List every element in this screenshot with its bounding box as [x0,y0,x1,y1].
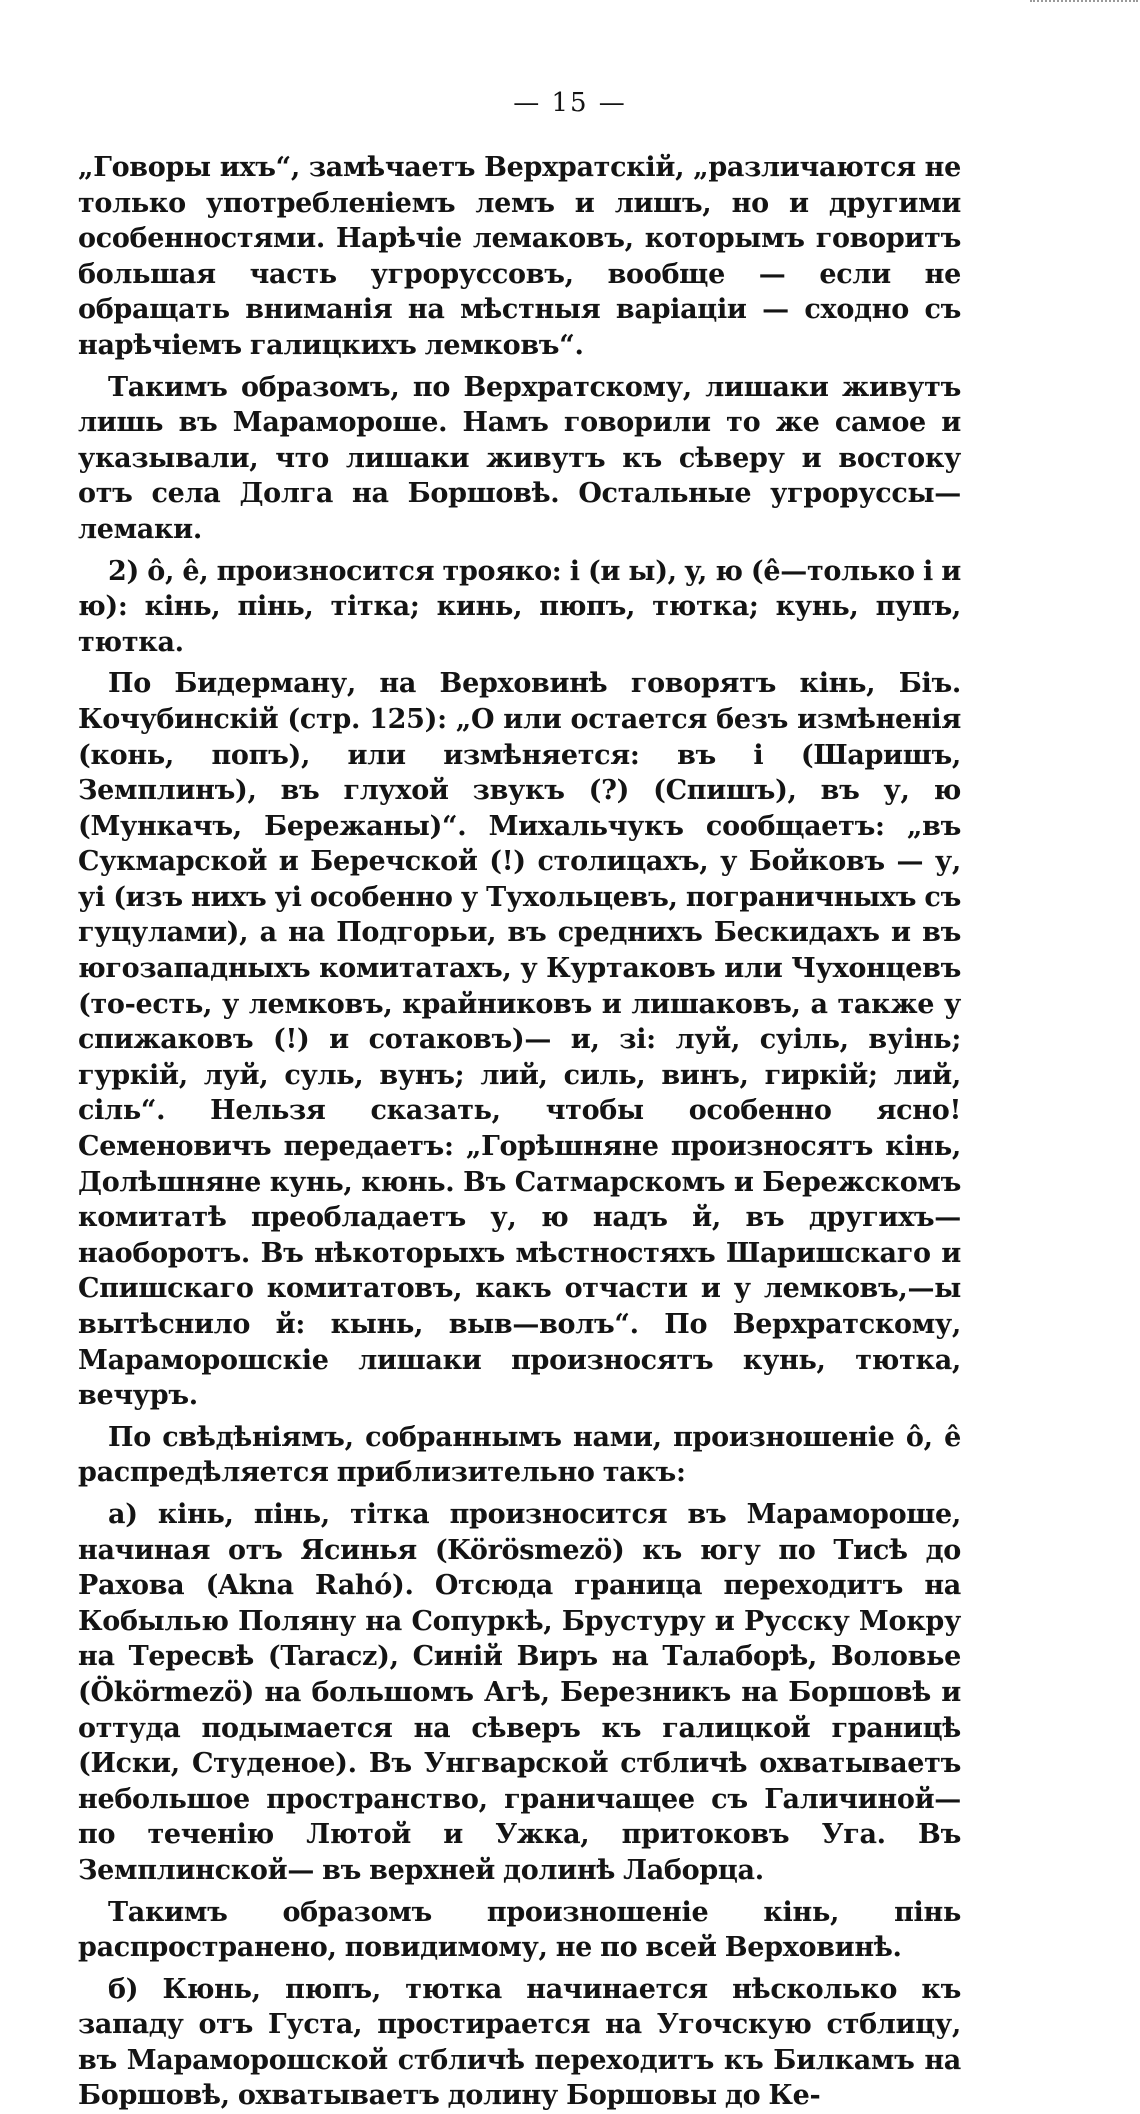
top-edge-rule [1030,0,1138,2]
paragraph-4: По Бидерману, на Верховинѣ говорятъ кінь, Біъ. Кочубинскій (стр. 125): „О или остается безъ измѣненія (конь, попъ), или измѣняется: въ і (Шаришъ, Земплинъ), въ глухой звукъ (?) (Спишъ), въ у, ю (Мункачъ, Бережаны)“. Михальчукъ сообщаетъ: „въ Сукмарской и Берeчской (!) столицахъ, у Бойковъ — у, уі (изъ нихъ уі особенно у Тухольцевъ, пограничныхъ съ гуцулами), а на Подгорьи, въ среднихъ Бескидахъ и въ югозападныхъ комитатахъ, у Куртаковъ или Чухонцевъ (то-есть, у лемковъ, крайниковъ и лишаковъ, а также у спижаковъ (!) и сотаковъ)— и, зі: луй, суіль, вуінь; гуркій, луй, суль, вунъ; лий, силь, винъ, гиркій; лий, сіль“. Нельзя сказать, чтобы особенно ясно! Семеновичъ передаетъ: „Горѣшняне произносятъ кінь, Долѣшняне кунь, кюнь. Въ Сатмарскомъ и Бережскомъ комитатѣ преобладаетъ у, ю надъ й, въ другихъ—наоборотъ. Въ нѣкоторыхъ мѣстностяхъ Шаришскаго и Спишскаго комитатовъ, какъ отчасти и у лемковъ,—ы вытѣснило й: кынь, выв—волъ“. По Верхратскому, Мараморошскіе лишаки произносятъ кунь, тютка, вечуръ. [78,668,961,1412]
page-number: — 15 — [513,88,627,118]
paragraph-7: Такимъ образомъ произношеніе кінь, пінь распространено, повидимому, не по всей Верховинѣ. [78,1896,961,1964]
paragraph-1: „Говоры ихъ“, замѣчаетъ Верхратскій, „различаются не только употребленіемъ лемъ и лишъ, но и другими особенностями. Нарѣчіе лемаковъ, которымъ говоритъ большая часть угроруссовъ, вообще — если не обращать вниманія на мѣстныя варіаціи — сходно съ нарѣчіемъ галицкихъ лемковъ“. [78,152,961,361]
paragraph-6: а) кінь, пінь, тітка произносится въ Марамороше, начиная отъ Ясинья (Körösmezö) къ югу по Тисѣ до Рахова (Akna Rahó). Отсюда граница переходитъ на Кобылью Поляну на Сопуркѣ, Брустуру и Русску Мокру на Тересвѣ (Taracz), Синій Виръ на Талаборѣ, Воловье (Ökörmezö) на большомъ Агѣ, Березникъ на Боршовѣ и оттуда подымается на сѣверъ къ галицкой границѣ (Иски, Студеное). Въ Унгварской стбличѣ охватываетъ небольшое пространство, граничащее съ Галичиной—по теченію Лютой и Ужка, притоковъ Уга. Въ Земплинской— въ верхней долинѣ Лаборца. [78,1498,961,1886]
paragraph-5: По свѣдѣніямъ, собраннымъ нами, произношеніе ô, ê распредѣляется приблизительно такъ: [78,1421,961,1489]
paragraph-3: 2) ô, ê, произносится трояко: i (и ы), y, ю (ê—только i и ю): кінь, пінь, тітка; кинь, пюпъ, тютка; кунь, пупъ, тютка. [78,555,961,658]
paragraph-2: Такимъ образомъ, по Верхратскому, лишаки живутъ лишь въ Марамороше. Намъ говорили то же самое и указывали, что лишаки живутъ къ сѣверу и востоку отъ села Долга на Боршовѣ. Остальные угроруссы—лемаки. [78,371,961,545]
paragraph-8: б) Кюнь, пюпъ, тютка начинается нѣсколько къ западу отъ Густа, простирается на Угочскую стблицу, въ Мараморошской стбличѣ переходитъ къ Билкамъ на Боршовѣ, охватываетъ долину Боршовы до Ке- [78,1973,961,2112]
body-text [78,150,961,2114]
